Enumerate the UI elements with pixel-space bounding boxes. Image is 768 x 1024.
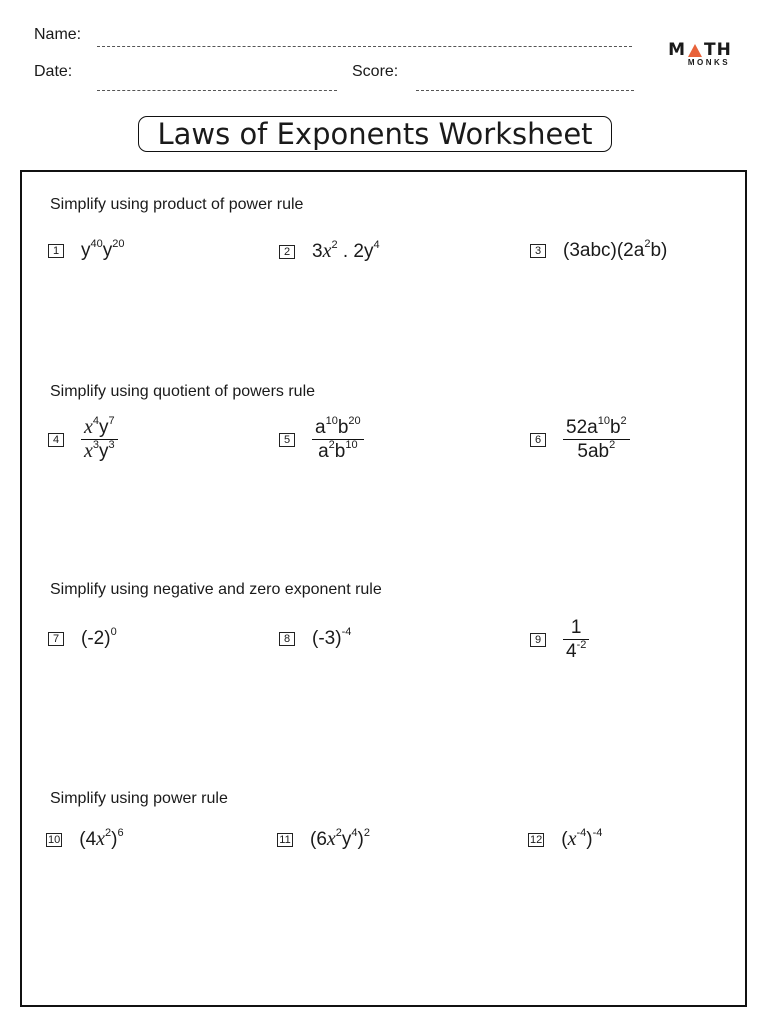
math-term: )	[586, 829, 593, 850]
score-line[interactable]	[416, 90, 634, 91]
fraction	[563, 416, 630, 463]
math-term: x	[84, 416, 93, 438]
problem-number: 9	[530, 633, 546, 647]
exponent: 0	[110, 626, 117, 638]
name-label: Name:	[34, 26, 82, 43]
problem-number: 12	[530, 833, 543, 846]
problem-expression	[79, 828, 123, 851]
exponent: 10	[345, 439, 358, 451]
logo-text-right: TH	[704, 40, 732, 60]
denominator	[81, 440, 118, 463]
exponent: -4	[576, 827, 587, 839]
triangle-icon	[688, 44, 702, 57]
math-term: (4	[79, 829, 97, 850]
problem-2	[279, 240, 380, 263]
worksheet-title	[138, 116, 612, 152]
problem-expression	[81, 240, 125, 262]
exponent: 4	[373, 239, 380, 251]
exponent: 4	[351, 827, 358, 839]
fraction	[81, 416, 118, 463]
problem-5	[279, 416, 364, 463]
math-term: 1	[570, 617, 582, 638]
math-monks-logo	[668, 40, 732, 67]
fraction	[563, 616, 589, 663]
exponent: 6	[117, 827, 124, 839]
exponent: 2	[105, 827, 112, 839]
problem-number: 5	[279, 433, 295, 447]
math-term: 3	[312, 241, 323, 262]
problem-number: 6	[530, 433, 546, 447]
exponent: -4	[592, 827, 603, 839]
section-heading-product: Simplify using product of power rule	[50, 196, 304, 213]
date-line[interactable]	[97, 90, 337, 91]
exponent: 4	[92, 415, 100, 427]
problem-expression	[561, 828, 602, 851]
problem-expression	[312, 628, 351, 650]
problem-6	[530, 416, 630, 463]
logo-subtext: MONKS	[687, 58, 731, 67]
page-title: Laws of Exponents Worksheet	[157, 117, 593, 151]
exponent: 2	[644, 238, 651, 250]
exponent: 3	[92, 439, 100, 451]
problem-9	[530, 616, 589, 663]
numerator	[312, 416, 364, 439]
math-term: x	[322, 240, 332, 262]
problem-number: 1	[48, 244, 64, 258]
problem-number: 2	[279, 245, 295, 259]
exponent: 7	[108, 415, 115, 427]
numerator	[568, 616, 585, 639]
math-term: (-3)	[312, 628, 342, 649]
math-term: a	[318, 441, 329, 462]
problem-number: 10	[48, 833, 61, 846]
math-term: b)	[650, 240, 668, 261]
exponent: 2	[609, 439, 616, 451]
exponent: 2	[331, 239, 338, 251]
math-term: (	[561, 829, 568, 850]
exponent: 3	[108, 439, 115, 451]
problem-8	[279, 628, 351, 650]
math-term: )	[357, 829, 364, 850]
math-term: x	[326, 828, 336, 850]
math-term: (3abc)(2a	[563, 240, 645, 261]
problem-10	[46, 828, 124, 851]
problem-number: 7	[48, 632, 64, 646]
exponent: 2	[620, 415, 627, 427]
name-line[interactable]	[97, 46, 632, 47]
math-term: 4	[566, 641, 577, 662]
problem-expression	[310, 828, 370, 851]
problem-number: 4	[48, 433, 64, 447]
math-term: y	[81, 240, 91, 261]
math-term: y	[102, 240, 113, 261]
math-term: a	[315, 417, 326, 438]
math-term: x	[84, 440, 93, 462]
section-heading-negative-zero: Simplify using negative and zero exponent rule	[50, 581, 382, 598]
math-term: (6	[310, 829, 327, 850]
math-term: 52a	[566, 417, 598, 438]
exponent: 20	[348, 415, 361, 427]
problem-expression	[312, 240, 380, 263]
problem-expression	[563, 416, 630, 463]
exponent: 10	[597, 415, 610, 427]
fraction	[312, 416, 364, 463]
math-term: b	[609, 417, 621, 438]
problem-number: 3	[530, 244, 546, 258]
math-term: . 2y	[337, 241, 374, 262]
denominator	[574, 440, 618, 463]
math-term: )	[111, 829, 118, 850]
denominator	[563, 640, 589, 663]
date-label: Date:	[34, 63, 73, 80]
exponent: 2	[328, 439, 335, 451]
problem-expression	[563, 240, 667, 262]
problem-12	[528, 828, 602, 851]
problem-3	[530, 240, 667, 262]
section-heading-quotient: Simplify using quotient of powers rule	[50, 383, 316, 400]
problem-expression	[81, 416, 118, 463]
math-term: y	[341, 829, 352, 850]
exponent: 2	[335, 827, 342, 839]
problem-expression	[563, 616, 589, 663]
problem-number: 8	[279, 632, 295, 646]
math-term: x	[96, 828, 106, 850]
math-term: (-2)	[81, 628, 111, 649]
problem-4	[48, 416, 118, 463]
problem-1	[48, 240, 125, 262]
section-heading-power: Simplify using power rule	[50, 790, 228, 807]
problem-expression	[312, 416, 364, 463]
score-label: Score:	[352, 63, 399, 80]
problem-number: 11	[277, 833, 293, 847]
exponent: 20	[112, 238, 125, 250]
math-term: y	[99, 417, 109, 438]
exponent: -4	[341, 626, 352, 638]
logo-text-left: M	[668, 40, 687, 60]
problem-expression	[81, 628, 117, 650]
numerator	[563, 416, 630, 439]
problem-7	[48, 628, 117, 650]
exponent: 10	[325, 415, 338, 427]
math-term: b	[337, 417, 349, 438]
exponent: 40	[90, 238, 103, 250]
numerator	[81, 416, 118, 439]
exponent: -2	[576, 639, 587, 651]
math-term: 5ab	[577, 441, 610, 462]
exponent: 2	[363, 827, 370, 839]
math-term: b	[334, 441, 346, 462]
denominator	[315, 440, 361, 463]
math-term: y	[99, 441, 109, 462]
problem-11	[277, 828, 370, 851]
math-term: x	[567, 828, 577, 850]
